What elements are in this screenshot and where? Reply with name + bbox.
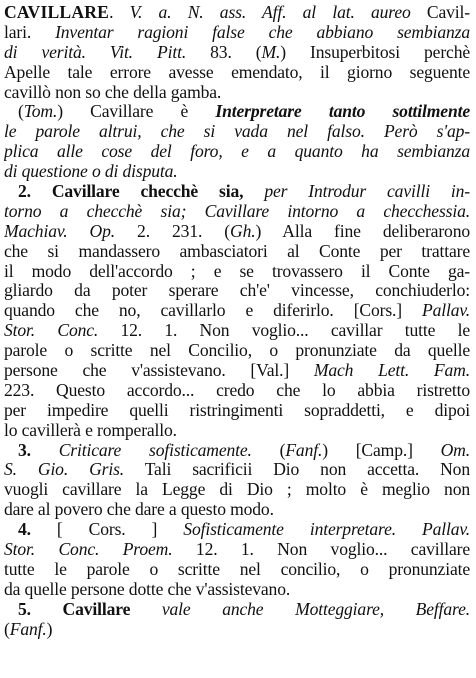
text-run: tutte le parole o scritte nel concilio, o pronunziate — [4, 559, 470, 579]
text-run: . — [109, 3, 130, 22]
text-run: 4. — [18, 520, 57, 540]
text-run: Tali sacrificii Dio non accetta. Non — [124, 460, 470, 480]
text-run: cavillò non so che della gamba. — [4, 82, 222, 102]
text-line — [4, 122, 470, 142]
text-line — [4, 301, 470, 321]
text-run: M. — [261, 42, 281, 62]
text-line — [4, 242, 470, 262]
text-run: vuogli cavillare la Legge di Dio ; molto è meglio non — [4, 480, 470, 500]
text-run: 223. Questo accordo... credo che lo abbia ristretto — [4, 380, 470, 400]
text-run: Machiav. Op. — [4, 221, 115, 241]
text-run: gliardo da poter sperare ch'e' vincesse, conchiuderlo: — [4, 281, 470, 301]
text-run: ( — [251, 440, 286, 460]
text-run: [ Cors. ] — [56, 520, 184, 540]
text-run: V. a. N. ass. Aff. al lat. aureo — [129, 3, 411, 22]
text-run: lo cavillerà e romperallo. — [4, 420, 177, 440]
text-line — [4, 43, 470, 63]
dictionary-entry — [4, 3, 470, 640]
text-run: Fanf. — [285, 440, 323, 460]
text-run: Stor. Conc. Proem. — [4, 540, 173, 560]
text-line — [4, 222, 470, 242]
text-line — [4, 540, 470, 560]
text-line — [4, 142, 470, 162]
text-run: ( — [4, 619, 10, 639]
text-run: Interpretare tanto sottilmente — [215, 102, 470, 122]
text-run: di questione o di disputa. — [4, 162, 178, 182]
text-run: Tom. — [23, 102, 58, 122]
text-run: il modo dell'accordo ; e se trovassero il Conte ga- — [4, 261, 470, 281]
text-run: persone che v'assistevano. [Val.] — [4, 361, 314, 381]
text-run: per Introdur cavilli in- — [264, 182, 470, 202]
text-run: ) [Camp.] — [322, 440, 441, 460]
text-run: 83. ( — [186, 42, 262, 62]
text-run: 12. 1. Non voglio... cavillar tutte le — [98, 321, 470, 341]
text-line — [4, 500, 470, 520]
text-run: 5. Cavillare — [18, 599, 162, 619]
text-line — [4, 321, 470, 341]
text-run: vale anche Motteggiare, Beffare. — [161, 599, 470, 619]
text-run: Stor. Conc. — [4, 321, 99, 341]
text-run: per impedire quelli ristringimenti sopraddetti, e dipoi — [4, 400, 470, 420]
text-run: torno a checchè sia; Cavillare intorno a checchessia. — [4, 201, 470, 221]
text-line — [4, 460, 470, 480]
text-line — [4, 281, 470, 301]
text-line — [4, 162, 470, 182]
text-line — [4, 381, 470, 401]
text-run: Cavil- — [410, 3, 470, 22]
text-run: 2. Cavillare checchè sia, — [18, 182, 265, 202]
text-line — [4, 600, 470, 620]
text-run: Apelle tale errore avesse emendato, il giorno seguente — [4, 62, 470, 82]
text-line — [4, 23, 470, 43]
text-run: ) — [46, 619, 53, 639]
text-run: parole o scritte nel Concilio, o pronunziate da quelle — [4, 341, 470, 361]
text-line — [4, 262, 470, 282]
text-run: Om. — [440, 440, 470, 460]
text-run: quando che no, cavillarlo e diferirlo. [Cors.] — [4, 301, 423, 321]
text-run: ) Alla fine deliberarono — [255, 221, 470, 241]
text-line — [4, 580, 470, 600]
text-run: Mach Lett. Fam. — [313, 361, 470, 381]
text-run: le parole altrui, che si vada nel falso. Però s'ap- — [4, 122, 470, 142]
text-run: 2. 231. ( — [114, 221, 231, 241]
text-line — [4, 102, 470, 122]
text-run: S. Gio. Gris. — [4, 460, 125, 480]
text-line — [4, 480, 470, 500]
text-line — [4, 341, 470, 361]
text-run: Sofisticamente interpretare. Pallav. — [183, 520, 470, 540]
text-line — [4, 401, 470, 421]
text-line — [4, 3, 470, 23]
text-line — [4, 83, 470, 103]
text-run: Gh. — [230, 221, 256, 241]
text-line — [4, 560, 470, 580]
text-run: plica alle cose del foro, e a quanto ha sembianza — [4, 142, 470, 162]
text-run: ) Insuperbitosi perchè — [280, 42, 470, 62]
text-run: Inventar ragioni false che abbiano sembianza — [55, 22, 470, 42]
text-run: Fanf. — [9, 619, 47, 639]
text-run: lari. — [4, 22, 56, 42]
text-run: ) Cavillare è — [57, 102, 216, 122]
text-run: Pallav. — [422, 301, 470, 321]
text-run: 12. 1. Non voglio... cavillare — [172, 540, 470, 560]
text-line — [4, 182, 470, 202]
text-run: ( — [18, 102, 24, 122]
text-line — [4, 63, 470, 83]
text-line — [4, 361, 470, 381]
text-line — [4, 441, 470, 461]
text-run: dare al povero che dare a questo modo. — [4, 500, 274, 520]
text-run: 3. — [18, 440, 59, 460]
text-run: da quelle persone dotte che v'assistevano. — [4, 579, 291, 599]
text-line — [4, 421, 470, 441]
text-run: Criticare sofisticamente. — [58, 440, 252, 460]
text-run: di verità. Vit. Pitt. — [4, 42, 187, 62]
text-line — [4, 202, 470, 222]
text-line — [4, 520, 470, 540]
text-line — [4, 620, 470, 640]
text-run: che si mandassero ambasciatori al Conte per trattare — [4, 241, 470, 261]
text-run: CAVILLARE — [4, 3, 110, 22]
